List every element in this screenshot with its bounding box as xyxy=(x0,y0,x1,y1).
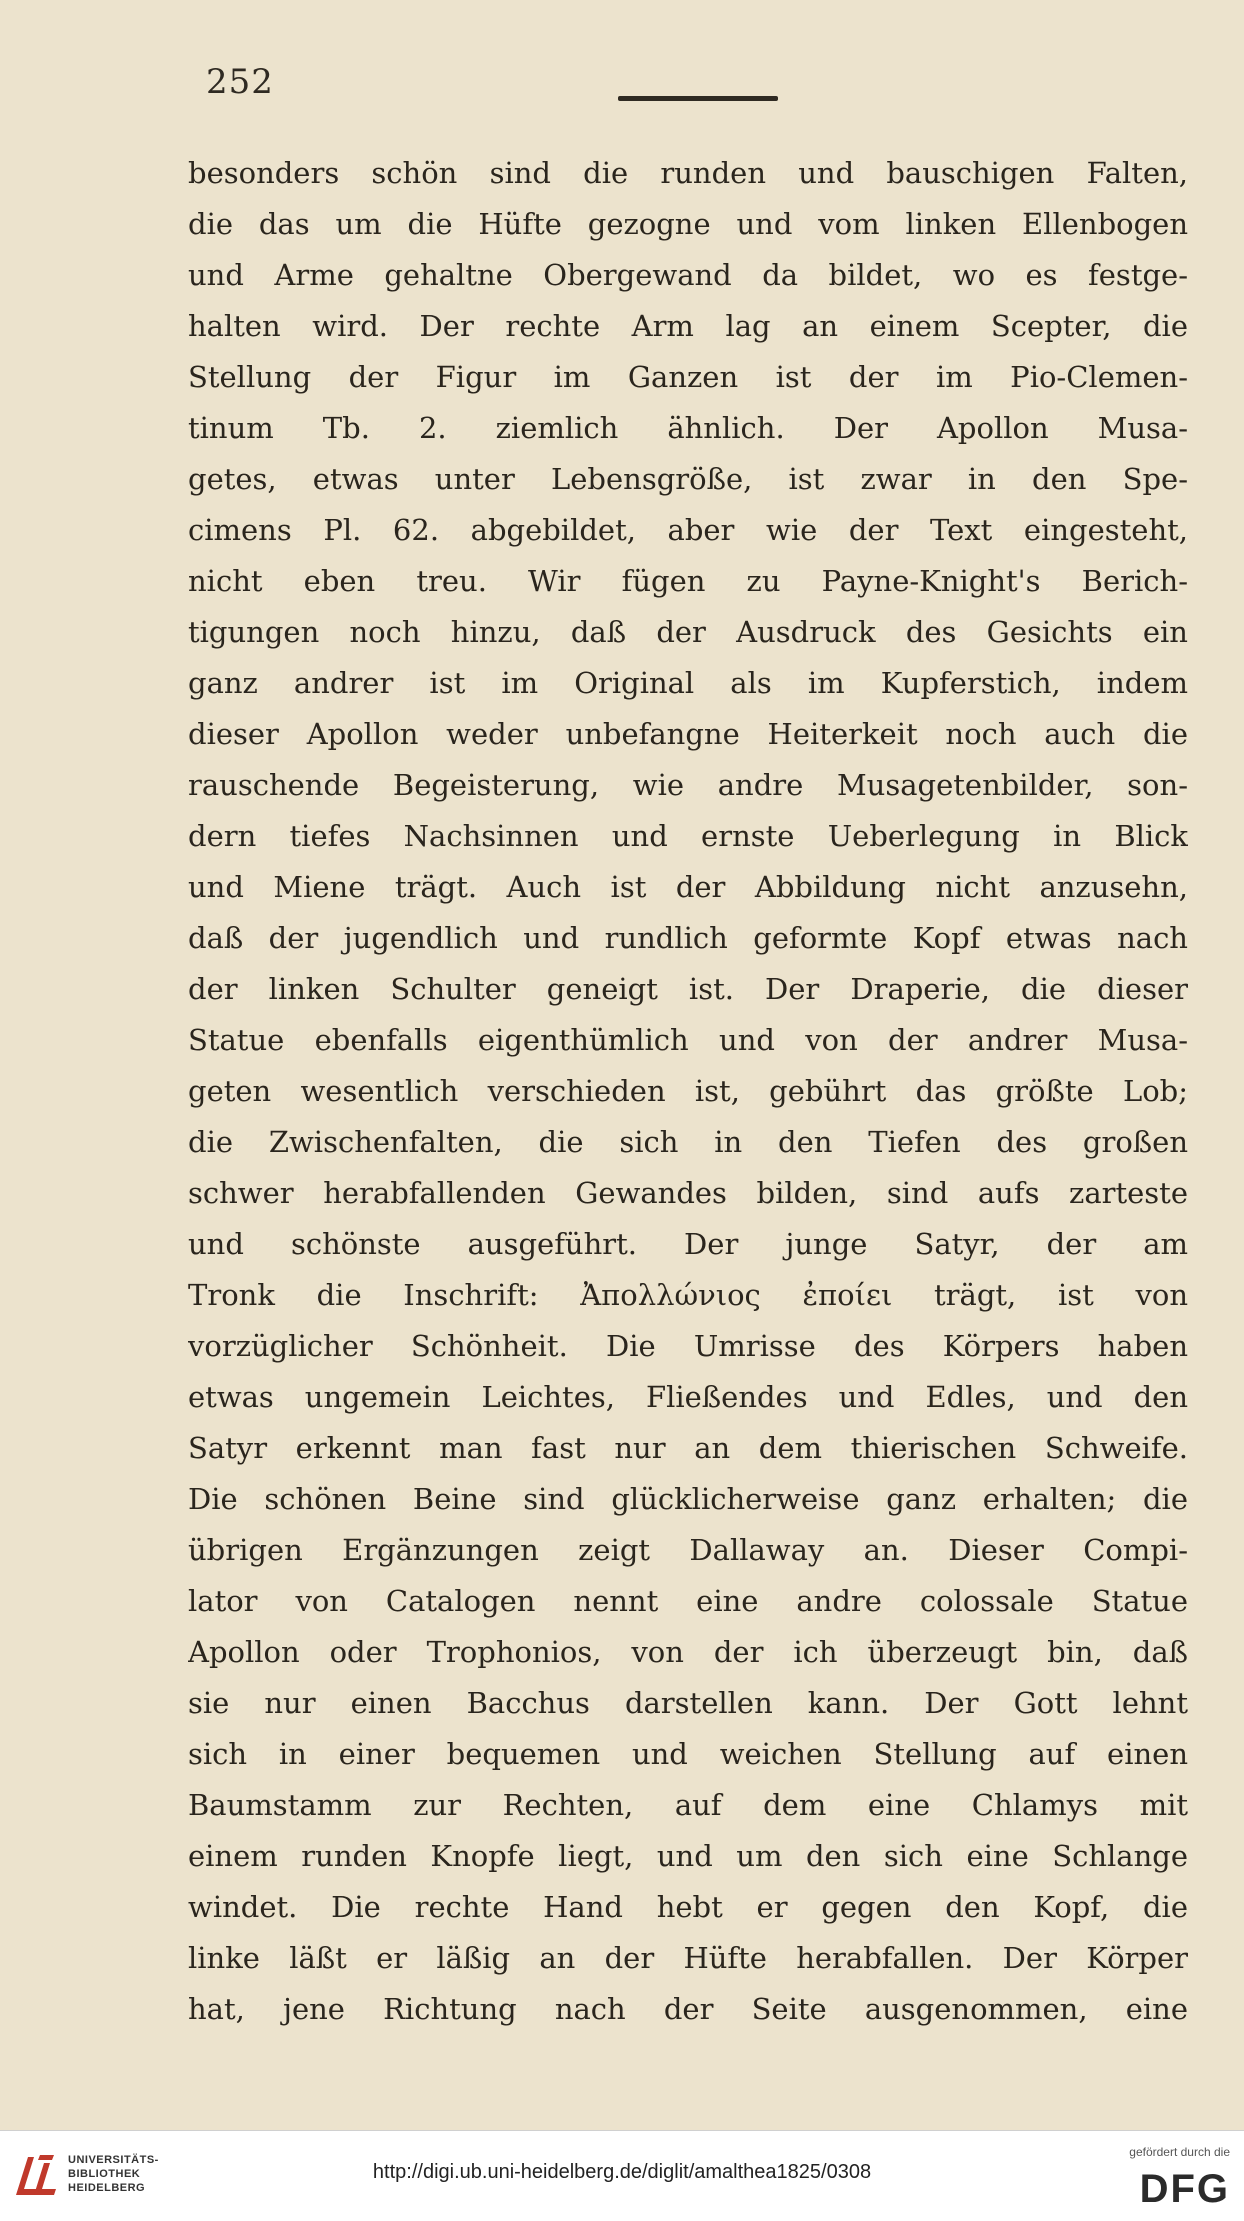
text-line: schwer herabfallenden Gewandes bilden, sind aufs zarteste xyxy=(188,1176,1188,1210)
text-line: Apollon oder Trophonios, von der ich überzeugt bin, daß xyxy=(188,1635,1188,1669)
text-line: etwas ungemein Leichtes, Fließendes und Edles, und den xyxy=(188,1380,1188,1414)
text-line: und Miene trägt. Auch ist der Abbildung nicht anzusehn, xyxy=(188,870,1188,904)
text-line: rauschende Begeisterung, wie andre Musagetenbilder, son- xyxy=(188,768,1188,802)
text-line: Baumstamm zur Rechten, auf dem eine Chlamys mit xyxy=(188,1788,1188,1822)
text-line: dieser Apollon weder unbefangne Heiterkeit noch auch die xyxy=(188,717,1188,751)
text-line: der linken Schulter geneigt ist. Der Draperie, die dieser xyxy=(188,972,1188,1006)
text-line: die das um die Hüfte gezogne und vom linken Ellenbogen xyxy=(188,207,1188,241)
text-line: Die schönen Beine sind glücklicherweise ganz erhalten; die xyxy=(188,1482,1188,1516)
dfg-logo: DFG xyxy=(1139,2167,1230,2211)
footer-bar xyxy=(0,2130,1244,2221)
text-line: tigungen noch hinzu, daß der Ausdruck des Gesichts ein xyxy=(188,615,1188,649)
text-line: Stellung der Figur im Ganzen ist der im Pio-Clemen- xyxy=(188,360,1188,394)
text-line: tinum Tb. 2. ziemlich ähnlich. Der Apollon Musa- xyxy=(188,411,1188,445)
text-line: dern tiefes Nachsinnen und ernste Ueberlegung in Blick xyxy=(188,819,1188,853)
body-text xyxy=(188,148,1188,2035)
text-line: Satyr erkennt man fast nur an dem thierischen Schweife. xyxy=(188,1431,1188,1465)
text-line: die Zwischenfalten, die sich in den Tiefen des großen xyxy=(188,1125,1188,1159)
text-line: linke läßt er läßig an der Hüfte herabfallen. Der Körper xyxy=(188,1941,1188,1975)
text-line: sich in einer bequemen und weichen Stellung auf einen xyxy=(188,1737,1188,1771)
text-line: nicht eben treu. Wir fügen zu Payne-Knight's Berich- xyxy=(188,564,1188,598)
text-line: ganz andrer ist im Original als im Kupferstich, indem xyxy=(188,666,1188,700)
text-line: halten wird. Der rechte Arm lag an einem Scepter, die xyxy=(188,309,1188,343)
text-line: und schönste ausgeführt. Der junge Satyr, der am xyxy=(188,1227,1188,1261)
text-line: vorzüglicher Schönheit. Die Umrisse des Körpers haben xyxy=(188,1329,1188,1363)
text-line: Statue ebenfalls eigenthümlich und von der andrer Musa- xyxy=(188,1023,1188,1057)
library-name-line: HEIDELBERG xyxy=(68,2182,146,2194)
funder-caption: gefördert durch die xyxy=(1129,2145,1230,2159)
text-line: und Arme gehaltne Obergewand da bildet, wo es festge- xyxy=(188,258,1188,292)
text-line: daß der jugendlich und rundlich geformte Kopf etwas nach xyxy=(188,921,1188,955)
text-line: geten wesentlich verschieden ist, gebührt das größte Lob; xyxy=(188,1074,1188,1108)
page-number: 252 xyxy=(206,62,274,102)
text-line: Tronk die Inschrift: Ἀπολλώνιος ἐποίει trägt, ist von xyxy=(188,1278,1188,1312)
text-line: cimens Pl. 62. abgebildet, aber wie der Text eingesteht, xyxy=(188,513,1188,547)
text-line: einem runden Knopfe liegt, und um den sich eine Schlange xyxy=(188,1839,1188,1873)
text-line: hat, jene Richtung nach der Seite ausgenommen, eine xyxy=(188,1992,1188,2026)
text-line: sie nur einen Bacchus darstellen kann. Der Gott lehnt xyxy=(188,1686,1188,1720)
source-url-link[interactable]: http://digi.ub.uni-heidelberg.de/diglit/amalthea1825/0308 xyxy=(372,2161,872,2183)
text-line: getes, etwas unter Lebensgröße, ist zwar in den Spe- xyxy=(188,462,1188,496)
text-line: windet. Die rechte Hand hebt er gegen den Kopf, die xyxy=(188,1890,1188,1924)
library-name-line: BIBLIOTHEK xyxy=(68,2168,141,2180)
header-rule xyxy=(618,96,778,101)
text-line: übrigen Ergänzungen zeigt Dallaway an. Dieser Compi- xyxy=(188,1533,1188,1567)
text-line: lator von Catalogen nennt eine andre colossale Statue xyxy=(188,1584,1188,1618)
text-line: besonders schön sind die runden und bauschigen Falten, xyxy=(188,156,1188,190)
library-name-line: UNIVERSITÄTS- xyxy=(68,2154,159,2166)
